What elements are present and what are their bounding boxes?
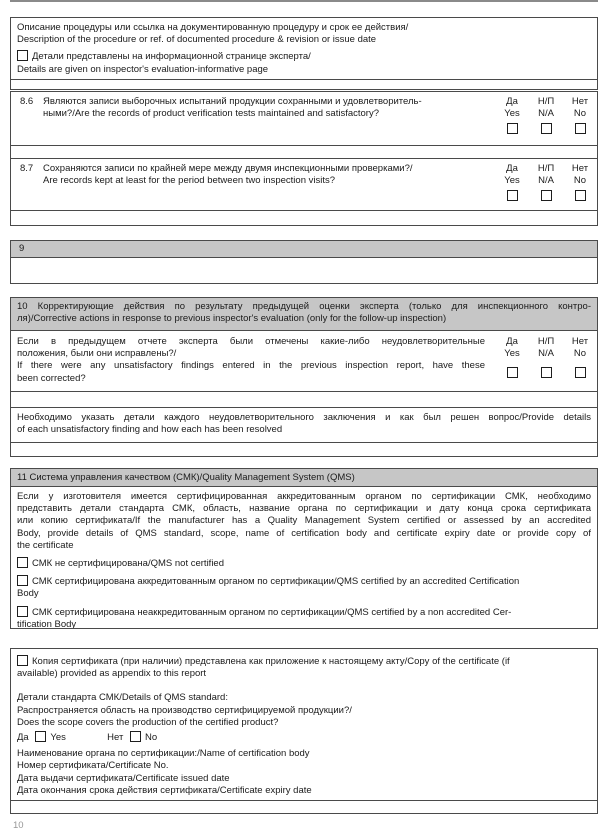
section-9-number: 9 <box>19 243 25 254</box>
q87-na-checkbox[interactable] <box>541 190 552 201</box>
answer-col-no: Нет No <box>563 336 597 391</box>
empty-row <box>11 258 597 283</box>
question-text: Если в предыдущем отчете эксперта были отмечены какие-либо неудовлетворительные положения, были они исправлены?/ If there were any unsatisfactory findings entered in the previous inspection report, have these been corrected? <box>17 336 485 384</box>
answer-col-yes: Да Yes <box>495 96 529 145</box>
qms-accredited-checkbox[interactable] <box>17 575 28 586</box>
previous-table-bottom-rule <box>10 0 598 2</box>
section-11-title: 11 Система управления качеством (СМК)/Quality Management System (QMS) <box>17 472 355 483</box>
certificate-issued-label: Дата выдачи сертификата/Certificate issued date <box>17 772 230 784</box>
page-number: 10 <box>13 820 24 831</box>
empty-row <box>11 801 597 813</box>
s10-no-checkbox[interactable] <box>575 367 586 378</box>
scope-question-en: Does the scope covers the production of the certified product? <box>17 716 279 728</box>
empty-row <box>11 146 597 159</box>
empty-row <box>11 443 597 456</box>
question-text: Сохраняются записи по крайней мере между двумя инспекционными проверками?/ Are records kept at least for the period between two inspection visits? <box>43 163 413 187</box>
question-text: Являются записи выборочных испытаний продукции сохранными и удовлетворитель- ными?/Are the records of product verification tests maintained and satisfactory? <box>43 96 422 120</box>
question-8-6-row <box>11 92 597 146</box>
procedure-description-ru: Описание процедуры или ссылка на документированную процедуру и срок ее действия/ <box>17 22 409 33</box>
section-11-body: Если у изготовителя имеется сертифицированная аккредитованным органом по сертификации СМК, необходимо представить детали стандарта СМК, область, название органа по сертификации и дату конца срока сертификата или копию сертификата/If the manufacturer has a Quality Management System certified or assessed by an accredited Body, provide details of QMS standard, scope, name of certification body and certificate expiry date or provide copy of the certificate СМК не сертифицирована/QMS not certified СМК сертифицирована аккредитованным органом по сертификации/QMS certified by an accredited Certification Body СМК сертифицирована неаккредитованным органом по сертификации/QMS certified by a non accredited Cer- tification Body <box>11 487 597 628</box>
certificate-no-label: Номер сертификата/Certificate No. <box>17 760 169 772</box>
informative-page-label-ru: Детали представлены на информационной странице эксперта/ <box>32 51 311 63</box>
qms-non-accredited-checkbox[interactable] <box>17 606 28 617</box>
q86-yes-checkbox[interactable] <box>507 123 518 134</box>
s10-na-checkbox[interactable] <box>541 367 552 378</box>
answer-col-no: Нет No <box>563 163 597 210</box>
section-10-table <box>10 297 598 457</box>
spacer <box>17 680 591 692</box>
informative-page-checkbox[interactable] <box>17 50 28 61</box>
empty-row <box>11 392 597 408</box>
certificate-details-table <box>10 648 598 814</box>
section-10-note-row <box>11 408 597 443</box>
answer-col-no: Нет No <box>563 96 597 145</box>
s10-yes-checkbox[interactable] <box>507 367 518 378</box>
empty-row <box>11 211 597 225</box>
q87-yes-checkbox[interactable] <box>507 190 518 201</box>
informative-page-label-en: Details are given on inspector's evaluation-informative page <box>17 63 269 75</box>
scope-question-ru: Распространяется область на производство сертифицируемой продукции?/ <box>17 704 352 716</box>
section-10-question-row <box>11 331 597 392</box>
certification-body-label: Наименование органа по сертификации:/Name of certification body <box>17 748 310 760</box>
q86-na-checkbox[interactable] <box>541 123 552 134</box>
qms-non-accredited-option: СМК сертифицирована неаккредитованным органом по сертификации/QMS certified by a non accredited Cer- tification Body <box>17 606 512 628</box>
qms-standard-details-label: Детали стандарта СМК/Details of QMS standard: <box>17 692 228 704</box>
scope-yes-no-line: Да Yes Нет No <box>17 732 158 744</box>
q86-no-checkbox[interactable] <box>575 123 586 134</box>
answer-col-na: Н/П N/A <box>529 96 563 145</box>
section-9-header <box>11 241 597 258</box>
certificate-details-body: Копия сертификата (при наличии) представлена как приложение к настоящему акту/Copy of the certificate (if available) provided as appendix to this report Детали стандарта СМК/Details of QMS standard: Распространяется область на производство сертифицируемой продукции?/ Does the scope covers the production of the certified product? Да Yes Нет No Наименование органа по сертификации:/Name of certification body Номер сертификата/Certificate No. Дата выдачи сертификата/Certificate issued date Дата окончания срока действия сертификата/Certificate expiry date <box>11 649 597 801</box>
question-number: 8.6 <box>20 96 34 107</box>
section-11-header <box>11 469 597 487</box>
qms-not-certified-checkbox[interactable] <box>17 557 28 568</box>
certificate-copy-checkbox[interactable] <box>17 655 28 666</box>
question-number: 8.7 <box>20 163 34 174</box>
procedure-description-cell <box>11 18 597 80</box>
answer-col-na: Н/П N/A <box>529 336 563 391</box>
section-10-header <box>11 298 597 331</box>
note-line2: of each unsatisfactory finding and how each has been resolved <box>17 424 283 436</box>
scope-yes-checkbox[interactable] <box>35 731 46 742</box>
section-11-table <box>10 468 598 629</box>
qms-accredited-option: СМК сертифицирована аккредитованным органом по сертификации/QMS certified by an accredited Certification Body <box>17 576 520 600</box>
empty-row <box>11 80 597 89</box>
scope-no-checkbox[interactable] <box>130 731 141 742</box>
questions-8-table <box>10 91 598 226</box>
section-10-title-line1: 10 Корректирующие действия по результату предыдущей оценки эксперта (только для инспекционного контро- <box>17 301 591 312</box>
procedure-description-en: Description of the procedure or ref. of documented procedure & revision or issue date <box>17 34 377 46</box>
qms-not-certified-option: СМК не сертифицирована/QMS not certified <box>17 557 591 570</box>
answer-col-yes: Да Yes <box>495 163 529 210</box>
note-line1: Необходимо указать детали каждого неудовлетворительного заключения и как был решен вопрос/Provide details <box>17 412 591 423</box>
certificate-expiry-label: Дата окончания срока действия сертификата/Certificate expiry date <box>17 784 312 796</box>
q87-no-checkbox[interactable] <box>575 190 586 201</box>
answer-col-na: Н/П N/A <box>529 163 563 210</box>
section-9-table <box>10 240 598 284</box>
procedure-description-table <box>10 17 598 90</box>
answer-col-yes: Да Yes <box>495 336 529 391</box>
section-10-title-line2: ля)/Corrective actions in response to previous inspector's evaluation (only for the follow-up inspection) <box>17 313 447 325</box>
question-8-7-row <box>11 159 597 211</box>
